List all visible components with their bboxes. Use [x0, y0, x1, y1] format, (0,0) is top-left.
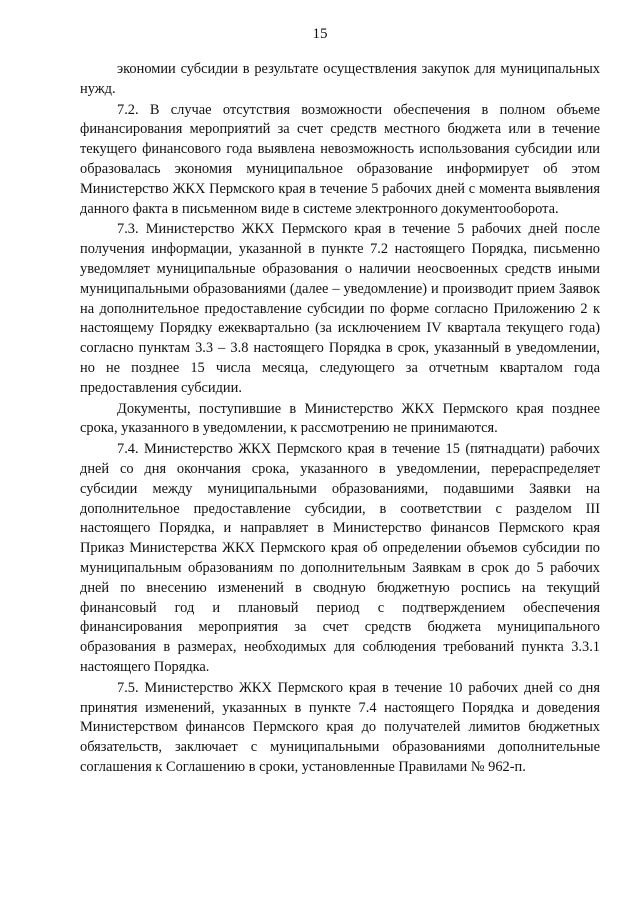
paragraph-item-7-2: 7.2. В случае отсутствия возможности обеспечения в полном объеме финансирования мероприятий за счет средств местного бюджета или в течение текущего финансового года выявлена невозможность использования субсидии или образовалась экономия муниципальное образование информирует об этом Министерство ЖКХ Пермского края в течение 5 рабочих дней с момента выявления данного факта в письменном виде в системе электронного документооборота.: [80, 101, 600, 217]
paragraph-item-7-3: 7.3. Министерство ЖКХ Пермского края в течение 5 рабочих дней после получения информации, указанной в пункте 7.2 настоящего Порядка, письменно уведомляет муниципальные образования о наличии неосвоенных средств иными муниципальными образованиями (далее – уведомление) и производит прием Заявок на дополнительное предоставление субсидии по форме согласно Приложению 2 к настоящему Порядку ежеквартально (за исключением IV квартала текущего года) согласно пунктам 3.3 – 3.8 настоящего Порядка в срок, указанный в уведомлении, но не позднее 15 числа месяца, следующего за отчетным кварталом года предоставления субсидии.: [80, 221, 600, 396]
paragraph-item-7-4: 7.4. Министерство ЖКХ Пермского края в течение 15 (пятнадцати) рабочих дней со дня окончания срока, указанного в уведомлении, перераспределяет субсидии между муниципальными образованиями, подавшими Заявки на дополнительное предоставление субсидии, в соответствии с разделом III настоящего Порядка, и направляет в Министерство финансов Пермского края Приказ Министерства ЖКХ Пермского края об определении объемов субсидии по муниципальным образованиям по дополнительным Заявкам в срок до 5 рабочих дней по внесению изменений в сводную бюджетную роспись на текущий финансовый год и плановый период с подтверждением обеспечения финансирования мероприятия за счет средств бюджета муниципального образования в размерах, необходимых для соблюдения требований пункта 3.3.1 настоящего Порядка.: [80, 441, 600, 675]
paragraph-item-7-5: 7.5. Министерство ЖКХ Пермского края в течение 10 рабочих дней со дня принятия изменений, указанных в пункте 7.4 настоящего Порядка и доведения Министерством финансов Пермского края до получателей лимитов бюджетных обязательств, заключает с муниципальными образованиями дополнительные соглашения к Соглашению в сроки, установленные Правилами № 962-п.: [80, 679, 600, 775]
paragraph-documents-note: Документы, поступившие в Министерство ЖКХ Пермского края позднее срока, указанного в уведомлении, к рассмотрению не принимаются.: [80, 400, 600, 437]
document-body: [80, 60, 600, 778]
paragraph-continuation: экономии субсидии в результате осуществления закупок для муниципальных нужд.: [80, 61, 600, 97]
page-number: 15: [312, 26, 328, 42]
